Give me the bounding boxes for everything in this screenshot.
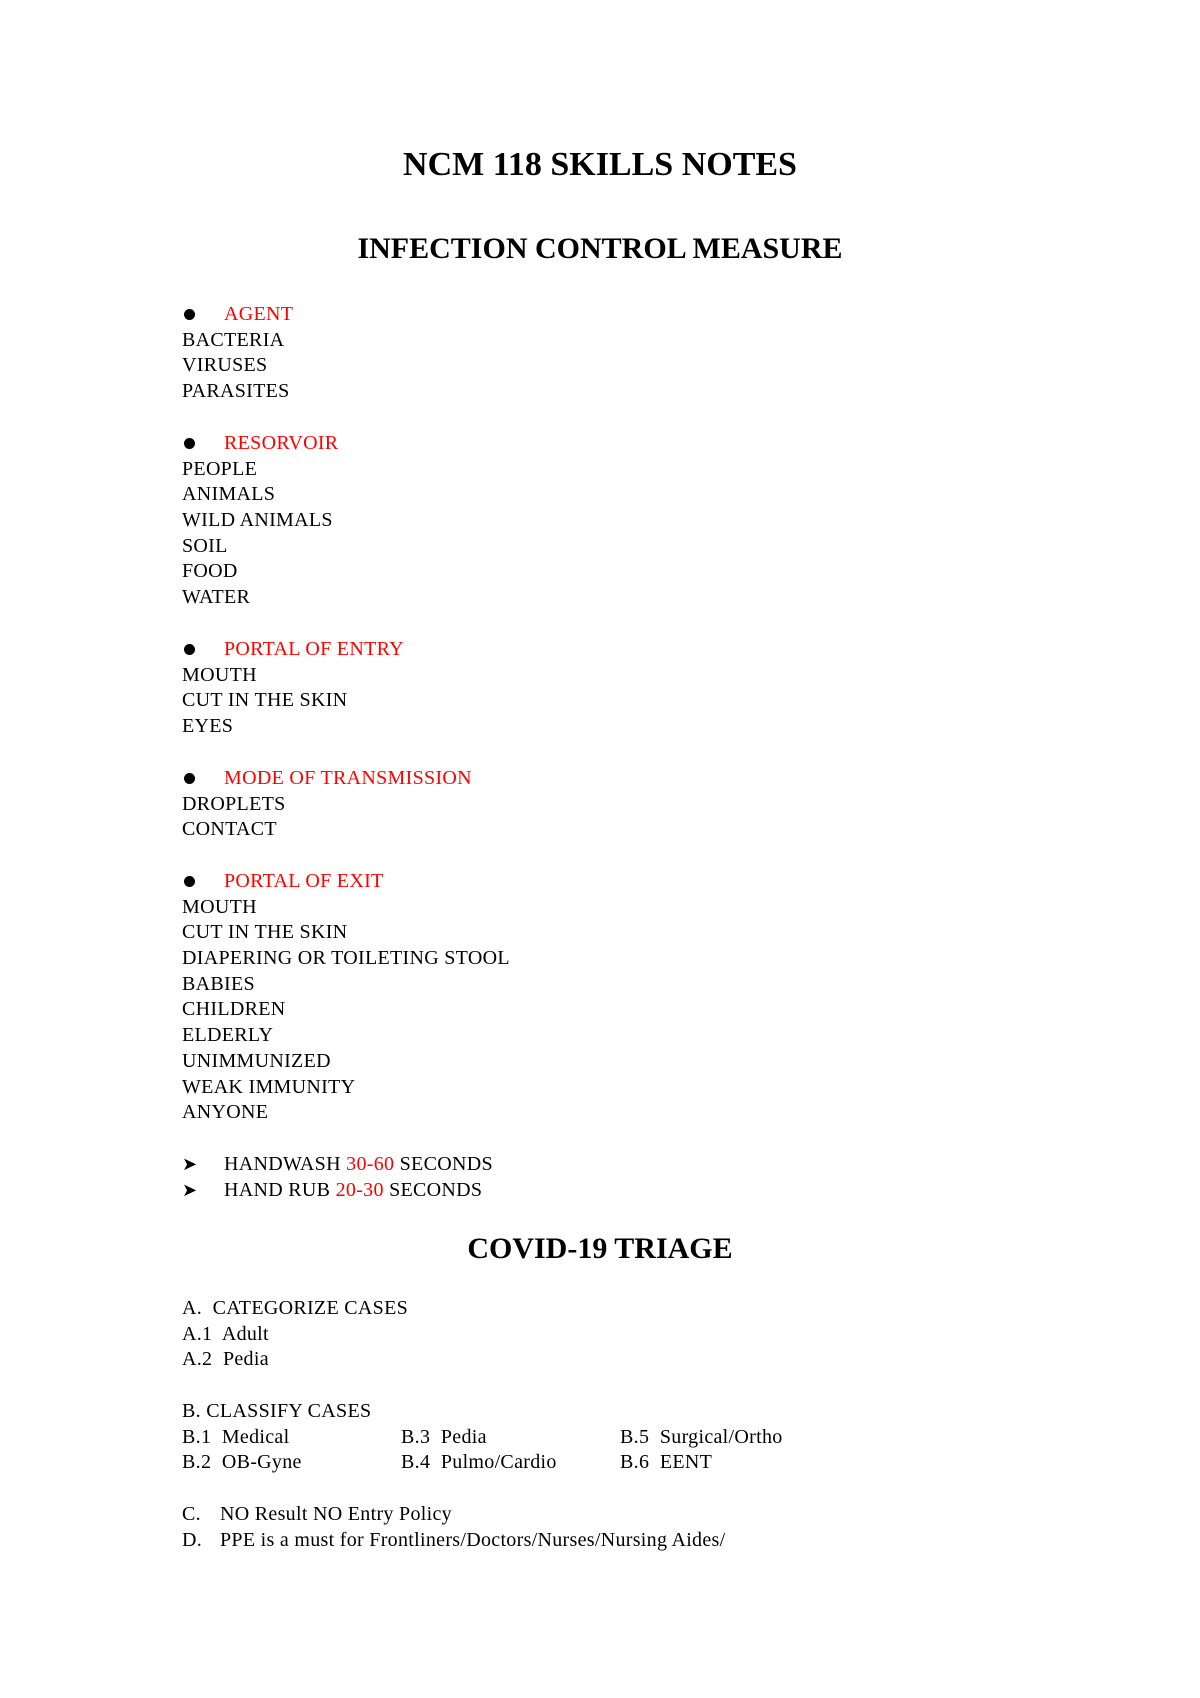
list-item: A.1 Adult — [182, 1322, 269, 1345]
bullet-group-mode-of-transmission — [182, 766, 472, 843]
bullet-heading: RESORVOIR — [224, 432, 339, 454]
covid-categorize — [182, 1296, 408, 1373]
classify-heading: B. CLASSIFY CASES — [182, 1400, 372, 1422]
classify-grid — [182, 1425, 839, 1476]
grid-cell: B.1 Medical — [182, 1425, 290, 1448]
hand-hygiene-row — [182, 1152, 493, 1178]
hand-hygiene-row — [182, 1178, 493, 1204]
list-item: ELDERLY — [182, 1024, 274, 1047]
bullet-dot-icon — [184, 773, 195, 784]
bullet-group-portal-of-exit — [182, 869, 510, 1126]
list-item: CUT IN THE SKIN — [182, 921, 348, 944]
bullet-heading: MODE OF TRANSMISSION — [224, 767, 472, 789]
list-item: WATER — [182, 586, 251, 609]
list-item: UNIMMUNIZED — [182, 1049, 331, 1072]
hygiene-suffix: SECONDS — [383, 1178, 483, 1201]
hand-hygiene-list — [182, 1152, 493, 1203]
policy-letter: C. — [182, 1503, 201, 1525]
list-item: WEAK IMMUNITY — [182, 1075, 356, 1098]
policy-row — [182, 1502, 725, 1528]
list-item: MOUTH — [182, 895, 257, 918]
bullet-dot-icon — [184, 876, 195, 887]
bullet-group-portal-of-entry — [182, 637, 404, 740]
bullet-dot-icon — [184, 438, 195, 449]
hygiene-suffix: SECONDS — [394, 1153, 493, 1175]
hygiene-duration: 30-60 — [346, 1153, 395, 1175]
section-title-covid-triage: COVID-19 TRIAGE — [467, 1232, 733, 1265]
arrow-bullet-icon: ➤ — [182, 1154, 198, 1175]
list-item: CHILDREN — [182, 998, 286, 1021]
list-item: SOIL — [182, 534, 228, 557]
hygiene-prefix: HANDWASH — [224, 1153, 347, 1175]
hygiene-prefix: HAND RUB — [224, 1178, 336, 1201]
list-item: CUT IN THE SKIN — [182, 689, 348, 712]
covid-classify — [182, 1399, 839, 1476]
policy-text: PPE is a must for Frontliners/Doctors/Nurses/Nursing Aides/ — [220, 1528, 726, 1551]
policy-letter: D. — [182, 1528, 203, 1551]
covid-policies — [182, 1502, 725, 1553]
list-item: PEOPLE — [182, 457, 258, 480]
bullet-group-agent — [182, 302, 293, 405]
list-item: WILD ANIMALS — [182, 509, 333, 532]
arrow-bullet-icon: ➤ — [182, 1179, 198, 1201]
policy-row — [182, 1528, 725, 1554]
list-item: PARASITES — [182, 380, 290, 403]
list-item: ANIMALS — [182, 483, 276, 506]
bullet-heading: PORTAL OF EXIT — [224, 870, 384, 892]
bullet-heading: AGENT — [224, 303, 294, 325]
list-item: CONTACT — [182, 818, 277, 841]
list-item: FOOD — [182, 560, 238, 583]
grid-cell: B.2 OB-Gyne — [182, 1451, 302, 1474]
section-title-infection-control: INFECTION CONTROL MEASURE — [357, 232, 843, 265]
list-item: VIRUSES — [182, 354, 268, 377]
categorize-heading: A. CATEGORIZE CASES — [182, 1297, 409, 1319]
list-item: BABIES — [182, 972, 255, 995]
list-item: A.2 Pedia — [182, 1348, 269, 1371]
grid-cell: B.5 Surgical/Ortho — [620, 1425, 783, 1448]
list-item: DROPLETS — [182, 792, 286, 815]
document-title: NCM 118 SKILLS NOTES — [403, 146, 797, 183]
policy-text: NO Result NO Entry Policy — [220, 1503, 452, 1525]
grid-cell: B.4 Pulmo/Cardio — [401, 1451, 557, 1474]
list-item: ANYONE — [182, 1101, 269, 1124]
bullet-dot-icon — [184, 644, 195, 655]
list-item: EYES — [182, 715, 234, 738]
list-item: DIAPERING OR TOILETING STOOL — [182, 947, 510, 970]
list-item: MOUTH — [182, 663, 257, 686]
bullet-heading: PORTAL OF ENTRY — [224, 638, 404, 660]
bullet-group-reservoir — [182, 431, 338, 611]
list-item: BACTERIA — [182, 328, 285, 351]
bullet-dot-icon — [184, 309, 195, 320]
grid-cell: B.3 Pedia — [401, 1425, 487, 1448]
hygiene-duration: 20-30 — [335, 1178, 384, 1201]
grid-cell: B.6 EENT — [620, 1451, 713, 1474]
